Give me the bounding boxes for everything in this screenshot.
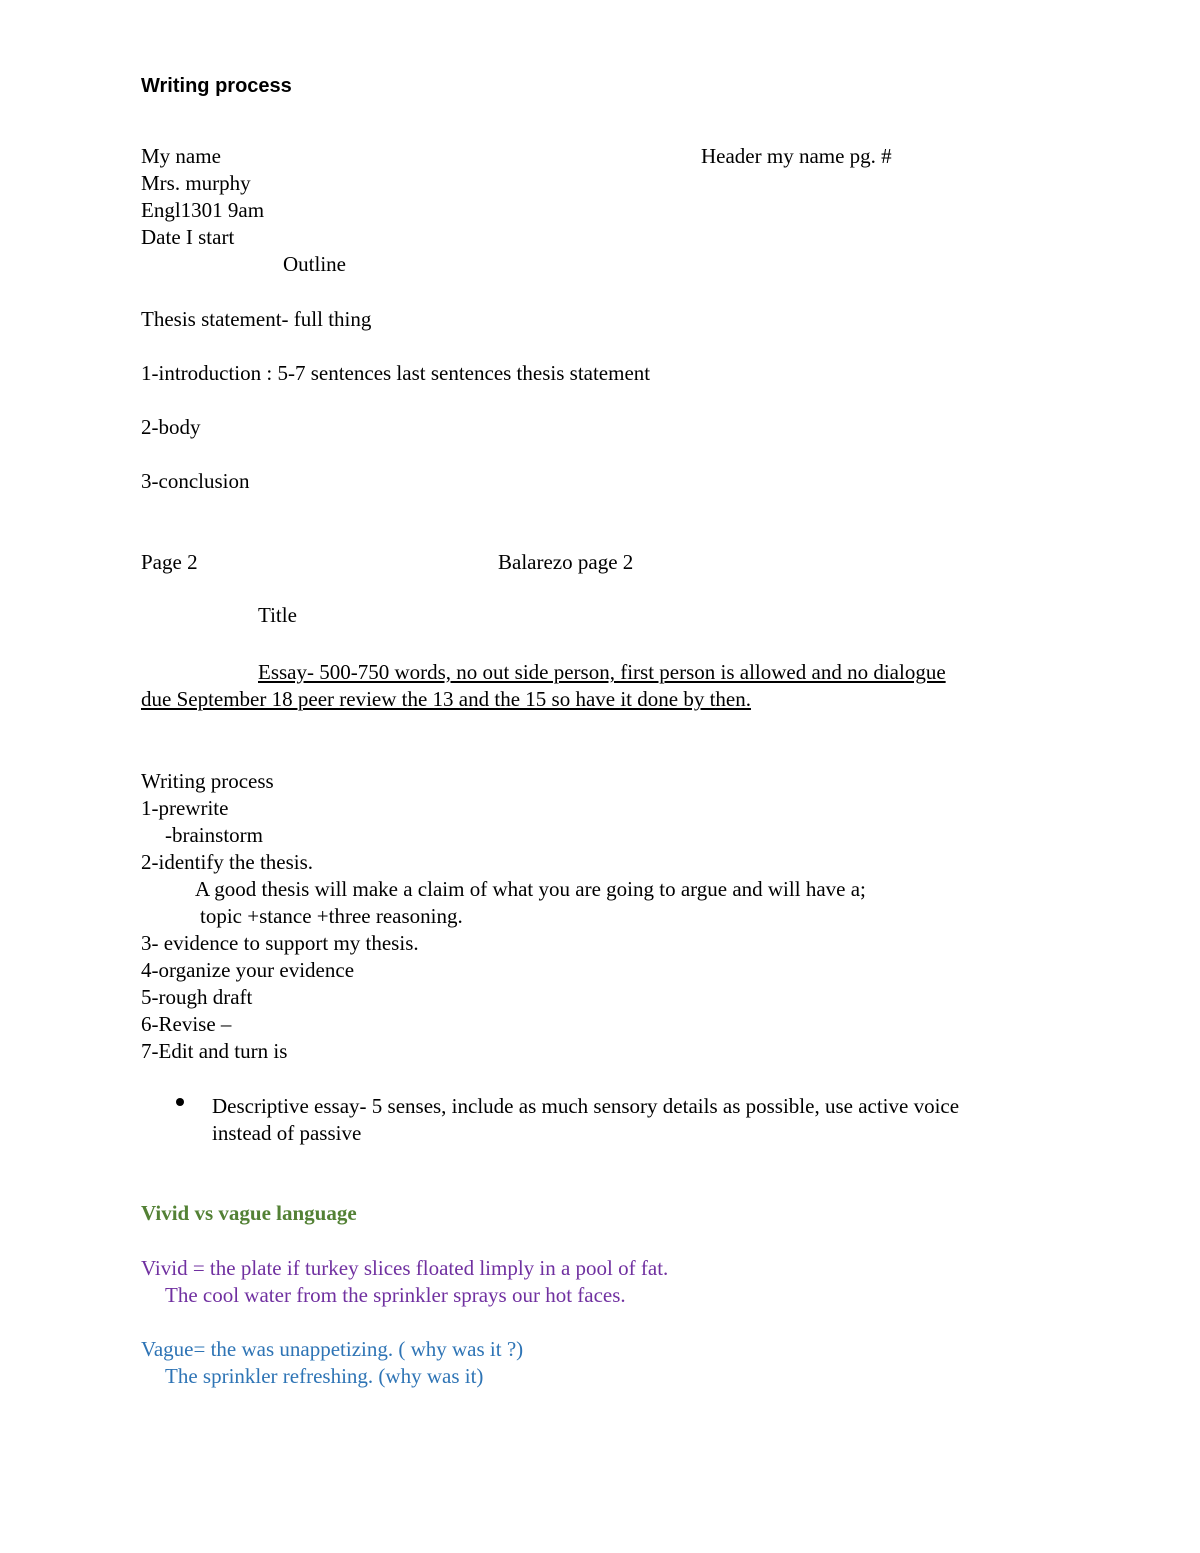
essay-requirements-line1: Essay- 500-750 words, no out side person, first person is allowed and no dialogue (258, 660, 946, 684)
bullet-text-line1: Descriptive essay- 5 senses, include as much sensory details as possible, use active voice (212, 1094, 960, 1118)
vivid-example-line1: Vivid = the plate if turkey slices floated limply in a pool of fat. (141, 1256, 669, 1280)
document-title: Writing process (141, 75, 292, 97)
vague-example-line2: The sprinkler refreshing. (why was it) (165, 1364, 484, 1388)
process-step: 5-rough draft (141, 985, 253, 1009)
process-step: 3- evidence to support my thesis. (141, 931, 419, 955)
process-note: topic +stance +three reasoning. (200, 904, 463, 928)
conclusion-line: 3-conclusion (141, 469, 250, 493)
bullet-text-line2: instead of passive (212, 1121, 362, 1145)
process-substep: -brainstorm (165, 823, 263, 847)
process-step: 1-prewrite (141, 796, 229, 820)
process-note: A good thesis will make a claim of what you are going to argue and will have a; (195, 877, 866, 901)
thesis-line: Thesis statement- full thing (141, 307, 372, 331)
process-step: 6-Revise – (141, 1012, 232, 1036)
vivid-example-line2: The cool water from the sprinkler sprays our hot faces. (165, 1283, 626, 1307)
process-step: 7-Edit and turn is (141, 1039, 288, 1063)
teacher-name: Mrs. murphy (141, 171, 251, 195)
course-line: Engl1301 9am (141, 198, 265, 222)
page2-right: Balarezo page 2 (498, 550, 634, 574)
title-placeholder: Title (258, 603, 297, 627)
vague-example-line1: Vague= the was unappetizing. ( why was it ?) (141, 1337, 524, 1361)
process-step: 4-organize your evidence (141, 958, 355, 982)
student-name: My name (141, 144, 221, 168)
essay-requirements-line2: due September 18 peer review the 13 and the 15 so have it done by then. (141, 687, 751, 711)
process-step: 2-identify the thesis. (141, 850, 314, 874)
vivid-vague-heading: Vivid vs vague language (141, 1201, 357, 1225)
date-line: Date I start (141, 225, 235, 249)
outline-heading: Outline (283, 252, 346, 276)
body-line: 2-body (141, 415, 201, 439)
process-heading: Writing process (141, 769, 274, 793)
bullet-icon (176, 1098, 184, 1106)
intro-line: 1-introduction : 5-7 sentences last sentences thesis statement (141, 361, 651, 385)
header-note: Header my name pg. # (701, 144, 892, 168)
page2-left: Page 2 (141, 550, 198, 574)
